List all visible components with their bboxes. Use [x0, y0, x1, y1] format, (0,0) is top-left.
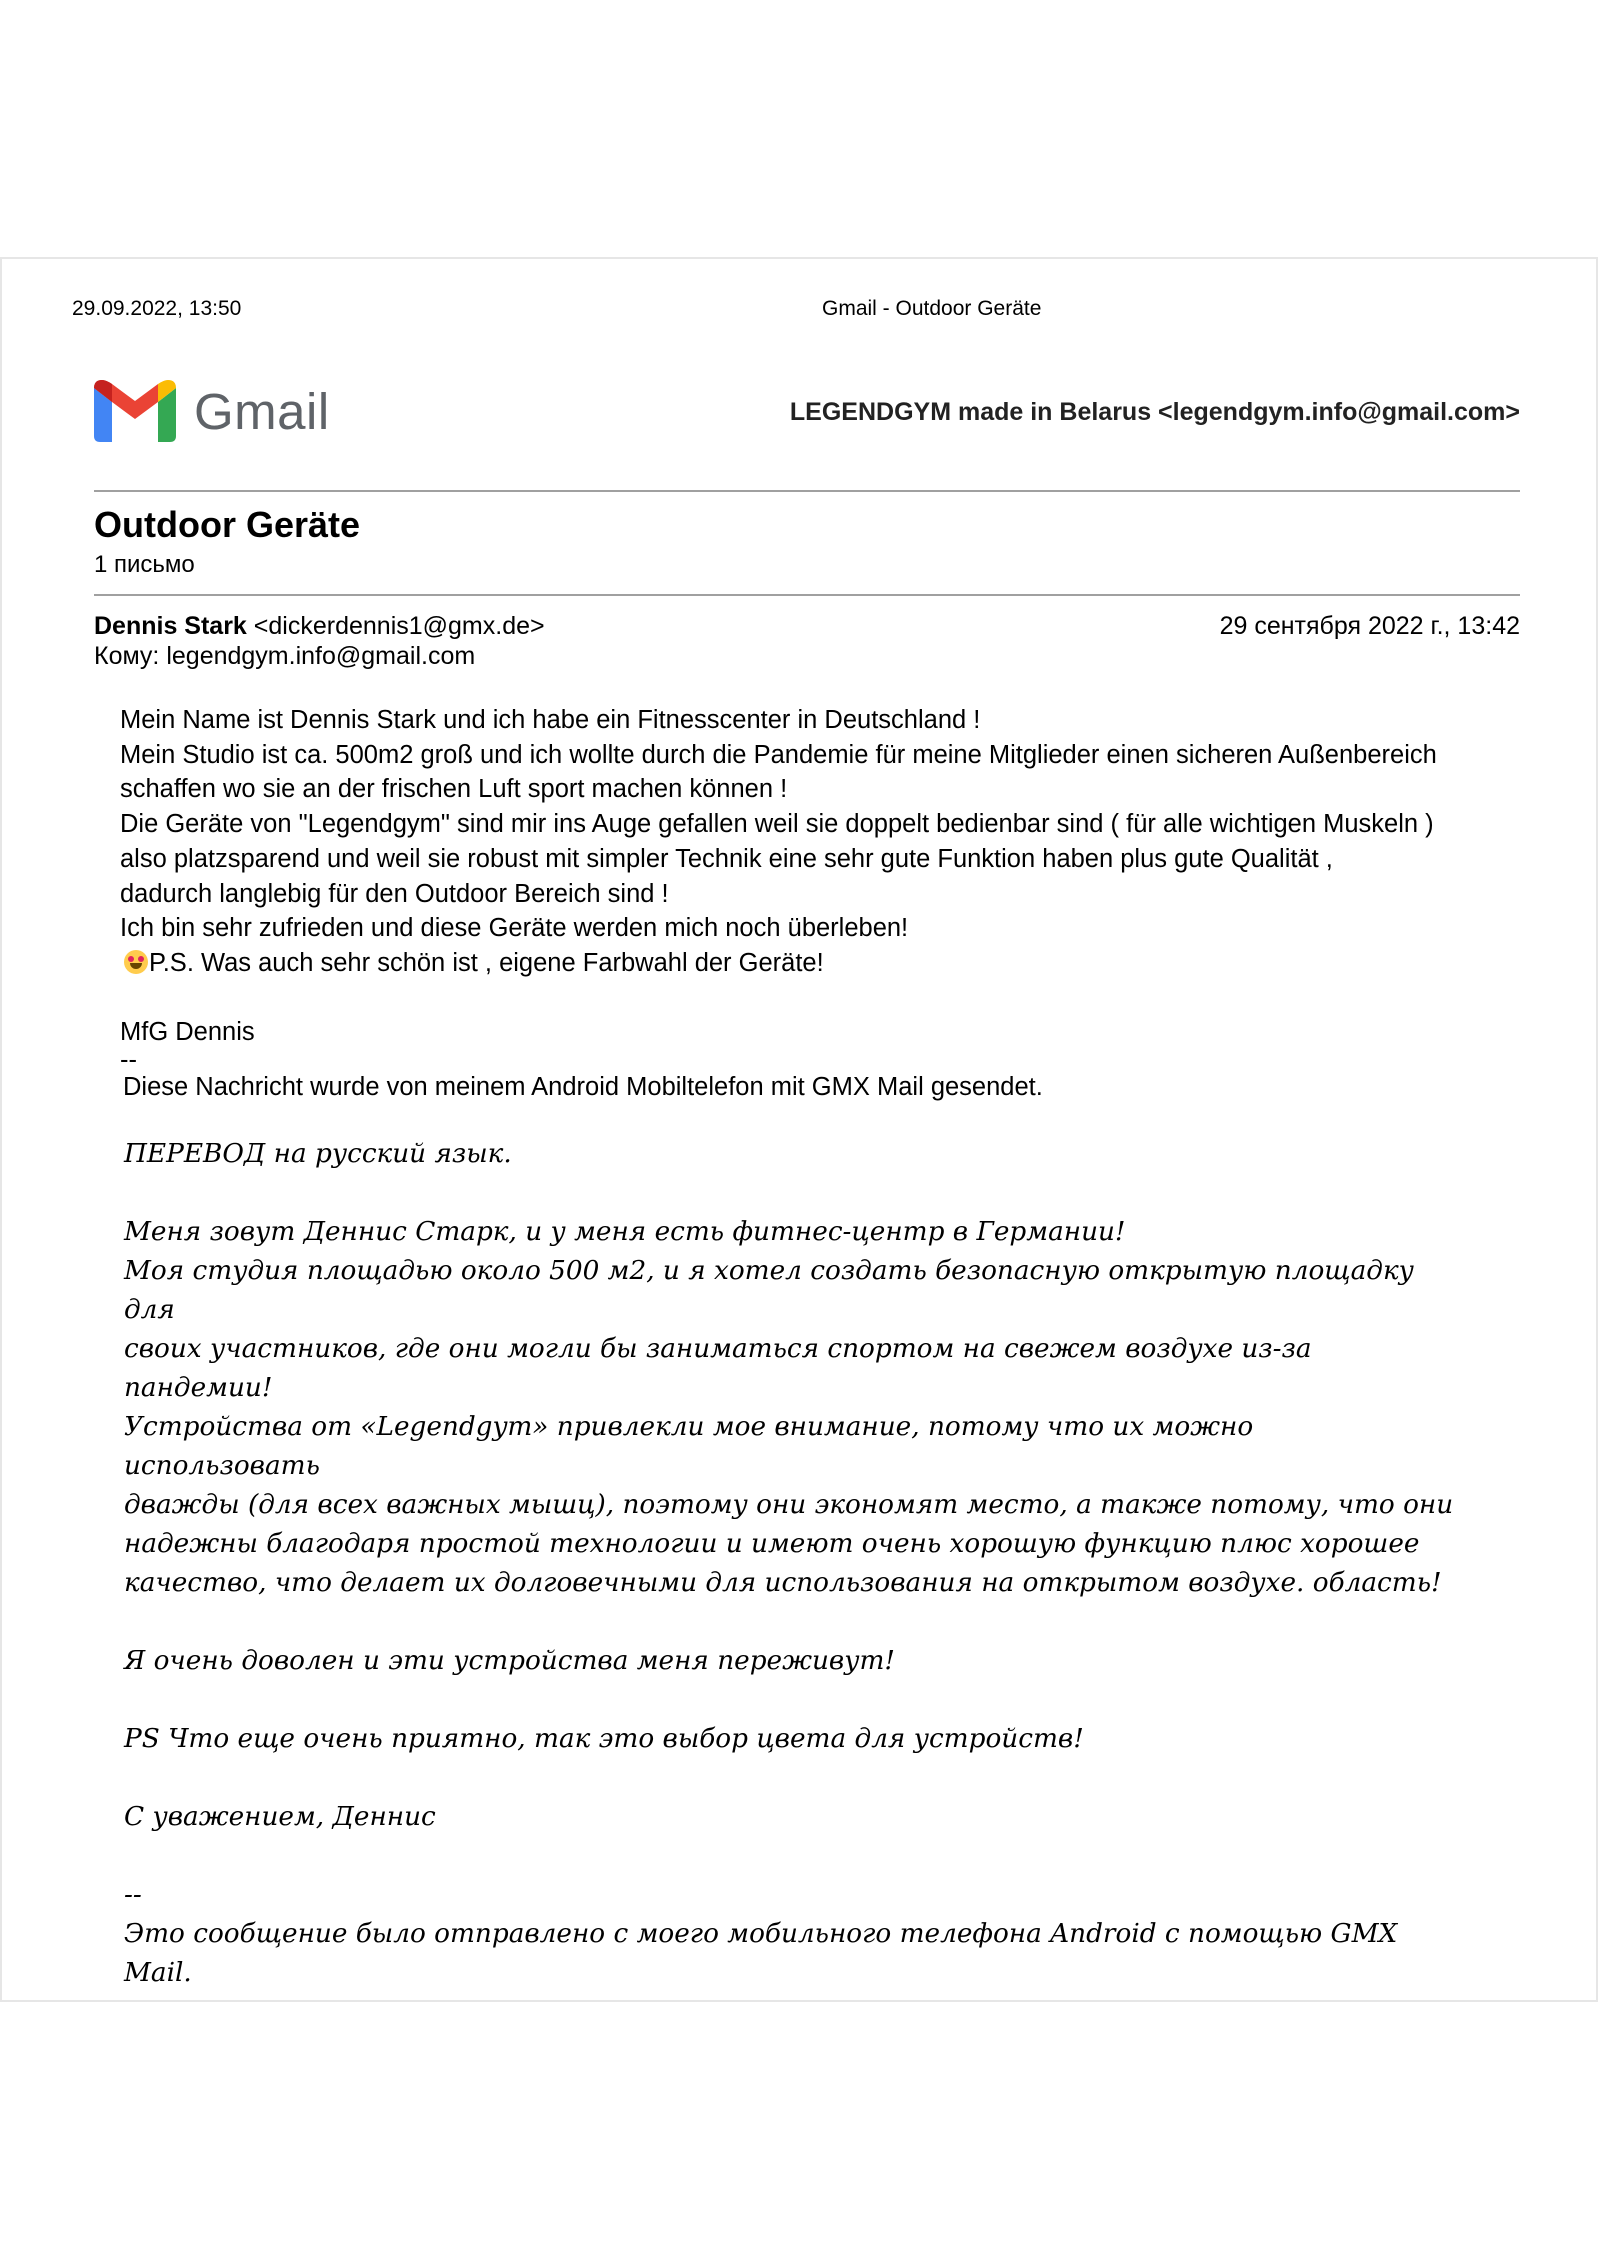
translation-signature: С уважением, Деннис [124, 1802, 436, 1832]
heart-eyes-emoji-icon [124, 950, 148, 974]
body-line: Die Geräte von "Legendgym" sind mir ins Auge gefallen weil sie doppelt bedienbar sind ( für alle wichtigen Muskeln ) [120, 810, 1434, 839]
thread-subject: Outdoor Geräte [94, 504, 361, 545]
translation-russian [124, 1135, 1454, 1993]
recipient: Кому: legendgym.info@gmail.com [94, 642, 476, 670]
translation-line: Устройства от «Legendgym» привлекли мое внимание, потому что их можно использовать [124, 1412, 1254, 1481]
translation-line: качество, что делает их долговечными для использования на открытом воздухе. область! [124, 1568, 1442, 1598]
signature: MfG Dennis [120, 1018, 255, 1047]
translation-separator: -- [124, 1880, 142, 1910]
body-line-ps [120, 946, 1520, 981]
translation-heading: ПЕРЕВОД на русский язык. [124, 1139, 512, 1169]
brand-row [94, 376, 1520, 446]
signature-separator: -- [120, 1046, 137, 1075]
header-divider [94, 490, 1520, 492]
body-line: also platzsparend und weil sie robust mit simpler Technik eine sehr gute Funktion haben plus gute Qualität , [120, 844, 1333, 873]
translation-line: Я очень доволен и эти устройства меня переживут! [124, 1646, 895, 1676]
account-identity: LEGENDGYM made in Belarus <legendgym.info@gmail.com> [789, 398, 1520, 426]
translation-line: своих участников, где они могли бы заниматься спортом на свежем воздухе из-за пандемии! [124, 1334, 1312, 1403]
body-line: schaffen wo sie an der frischen Luft sport machen können ! [120, 775, 788, 804]
message-body-german [120, 703, 1520, 1105]
print-page-title: Gmail - Outdoor Geräte [822, 297, 1042, 320]
body-line: Mein Studio ist ca. 500m2 groß und ich wollte durch die Pandemie für meine Mitglieder einen sicheren Außenbereich [120, 740, 1437, 769]
translation-line: Моя студия площадью около 500 м2, и я хотел создать безопасную открытую площадку для [124, 1256, 1414, 1325]
gmail-wordmark: Gmail [194, 383, 330, 440]
print-datetime: 29.09.2022, 13:50 [72, 297, 242, 320]
body-line: dadurch langlebig für den Outdoor Bereich sind ! [120, 879, 669, 908]
sender-email: <dickerdennis1@gmx.de> [246, 612, 545, 640]
ps-text: P.S. Was auch sehr schön ist , eigene Farbwahl der Geräte! [149, 948, 824, 977]
message-date: 29 сентября 2022 г., 13:42 [1219, 612, 1520, 640]
mail-client-footer: Diese Nachricht wurde von meinem Android Mobiltelefon mit GMX Mail gesendet. [123, 1073, 1043, 1102]
subject-divider [94, 594, 1520, 596]
message-count: 1 письмо [94, 551, 195, 578]
print-header [0, 297, 1600, 321]
body-line: Mein Name ist Dennis Stark und ich habe ein Fitnesscenter in Deutschland ! [120, 706, 981, 734]
translation-line: надежны благодаря простой технологии и имеют очень хорошую функцию плюс хорошее [124, 1529, 1420, 1559]
gmail-logo-icon [94, 380, 176, 442]
translation-footer: Это сообщение было отправлено с моего мобильного телефона Android с помощью GMX Mail. [124, 1919, 1398, 1988]
sender-name: Dennis Stark [94, 612, 247, 640]
translation-line: Меня зовут Деннис Старк, и у меня есть фитнес-центр в Германии! [124, 1217, 1126, 1247]
translation-line: PS Что еще очень приятно, так это выбор цвета для устройств! [124, 1724, 1084, 1754]
body-line: Ich bin sehr zufrieden und diese Geräte werden mich noch überleben! [120, 914, 909, 943]
sender [94, 612, 545, 641]
translation-line: дважды (для всех важных мышц), поэтому они экономят место, а также потому, что они [124, 1490, 1454, 1520]
